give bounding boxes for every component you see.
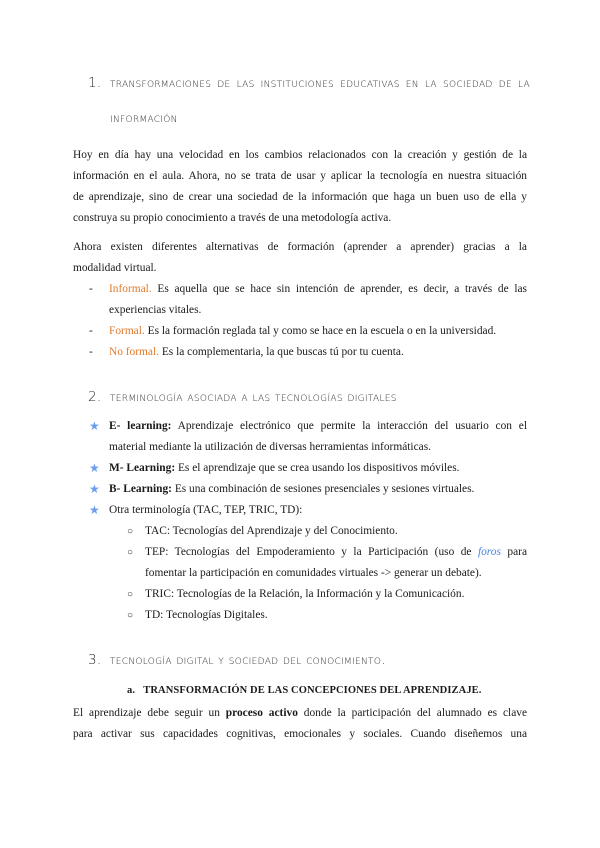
sub-item-tac (127, 521, 527, 542)
paragraph-2-line: modalidad virtual. (73, 262, 157, 274)
term-e-learning: E- learning: (109, 420, 172, 432)
list-item-other-terminology (89, 500, 527, 521)
section-2-title: terminología asociada a las tecnologías digitales (110, 389, 397, 405)
list-item-text: Es aquella que se hace sin intención de aprender, es decir, a través de las (151, 283, 527, 295)
list-item-informal (89, 279, 527, 321)
term-informal: Informal. (109, 283, 152, 295)
subsection-a-heading (127, 680, 482, 701)
term-m-learning: M- Learning: (109, 462, 176, 474)
term-formal: Formal. (109, 325, 145, 337)
section-2-heading (88, 387, 530, 407)
star-icon: ★ (89, 482, 100, 496)
sub-item-text: TRIC: Tecnologías de la Relación, la Información y la Comunicación. (145, 588, 465, 600)
sub-item-tep (127, 542, 527, 584)
term-no-formal: No formal. (109, 346, 159, 358)
subsection-a-letter: a. (127, 685, 136, 696)
list-item-m-learning (89, 458, 527, 479)
paragraph-3-text: donde la participación del alumnado es clave (297, 707, 527, 719)
sub-item-text: fomentar la participación en comunidades virtuales -> generar un debate). (145, 567, 482, 579)
paragraph-2-line: Ahora existen diferentes alternativas de formación (aprender a aprender) gracias a la (73, 241, 527, 253)
subsection-a-title: TRANSFORMACIÓN DE LAS CONCEPCIONES DEL APRENDIZAJE. (143, 685, 482, 696)
sub-item-text: TEP: Tecnologías del Empoderamiento y la Participación (uso de (145, 546, 478, 558)
dash-marker: - (89, 346, 93, 358)
dash-marker: - (89, 325, 93, 337)
paragraph-3-line: para activar sus capacidades cognitivas, emocionales y sociales. Cuando diseñemos una (73, 728, 527, 740)
list-item-text: Es el aprendizaje que se crea usando los dispositivos móviles. (175, 462, 460, 474)
sub-item-text: para (500, 546, 527, 558)
section-3-title: tecnología digital y sociedad del conocimiento. (110, 652, 386, 668)
sub-item-tric (127, 584, 527, 605)
section-3-heading (88, 650, 530, 670)
paragraph-1-line: Hoy en día hay una velocidad en los cambios relacionados con la creación y gestión de la (73, 149, 527, 161)
list-item-text: Es una combinación de sesiones presenciales y sesiones virtuales. (171, 483, 475, 495)
paragraph-3-bold: proceso activo (225, 707, 298, 719)
circle-bullet-icon: ○ (127, 526, 134, 537)
paragraph-2 (73, 237, 527, 279)
circle-bullet-icon: ○ (127, 589, 134, 600)
star-icon: ★ (89, 461, 100, 475)
circle-bullet-icon: ○ (127, 610, 134, 621)
term-b-learning: B- Learning: (109, 483, 172, 495)
section-1-title-line2: información (110, 110, 178, 126)
dash-marker: - (89, 283, 93, 295)
circle-bullet-icon: ○ (127, 547, 134, 558)
paragraph-3-text: El aprendizaje debe seguir un (73, 707, 226, 719)
list-item-text: Es la complementaria, la que buscas tú por tu cuenta. (158, 346, 404, 358)
list-item-formal (89, 321, 527, 342)
foros-link[interactable]: foros (477, 546, 501, 558)
sub-item-text: TAC: Tecnologías del Aprendizaje y del Conocimiento. (145, 525, 398, 537)
section-3-number: 3. (88, 652, 102, 668)
list-item-text: experiencias vitales. (109, 304, 202, 316)
paragraph-3 (73, 703, 527, 745)
paragraph-1-line: de aprendizaje, sino de crear una sociedad de la información que haga un buen uso de ella y (73, 191, 527, 203)
paragraph-1 (73, 145, 527, 229)
list-item-no-formal (89, 342, 527, 363)
star-icon: ★ (89, 503, 100, 517)
section-1-heading (88, 66, 530, 136)
sub-item-td (127, 605, 527, 626)
section-2-number: 2. (88, 389, 102, 405)
list-item-text: Es la formación reglada tal y como se hace en la escuela o en la universidad. (144, 325, 497, 337)
star-icon: ★ (89, 419, 100, 433)
section-1-number: 1. (88, 75, 102, 91)
list-item-b-learning (89, 479, 527, 500)
list-item-text: material mediante la utilización de diversas herramientas informáticas. (109, 441, 431, 453)
paragraph-1-line: construya su propio conocimiento a través de una metodología activa. (73, 212, 392, 224)
list-item-text: Otra terminología (TAC, TEP, TRIC, TD): (109, 504, 303, 516)
paragraph-1-line: información en el aula. Ahora, no se trata de usar y aplicar la tecnología en nuestra situación (73, 170, 527, 182)
list-item-text: Aprendizaje electrónico que permite la interacción del usuario con el (171, 420, 527, 432)
list-item-e-learning (89, 416, 527, 458)
section-1-title-line1: transformaciones de las instituciones educativas en la sociedad de la (110, 75, 530, 91)
sub-item-text: TD: Tecnologías Digitales. (145, 609, 268, 621)
